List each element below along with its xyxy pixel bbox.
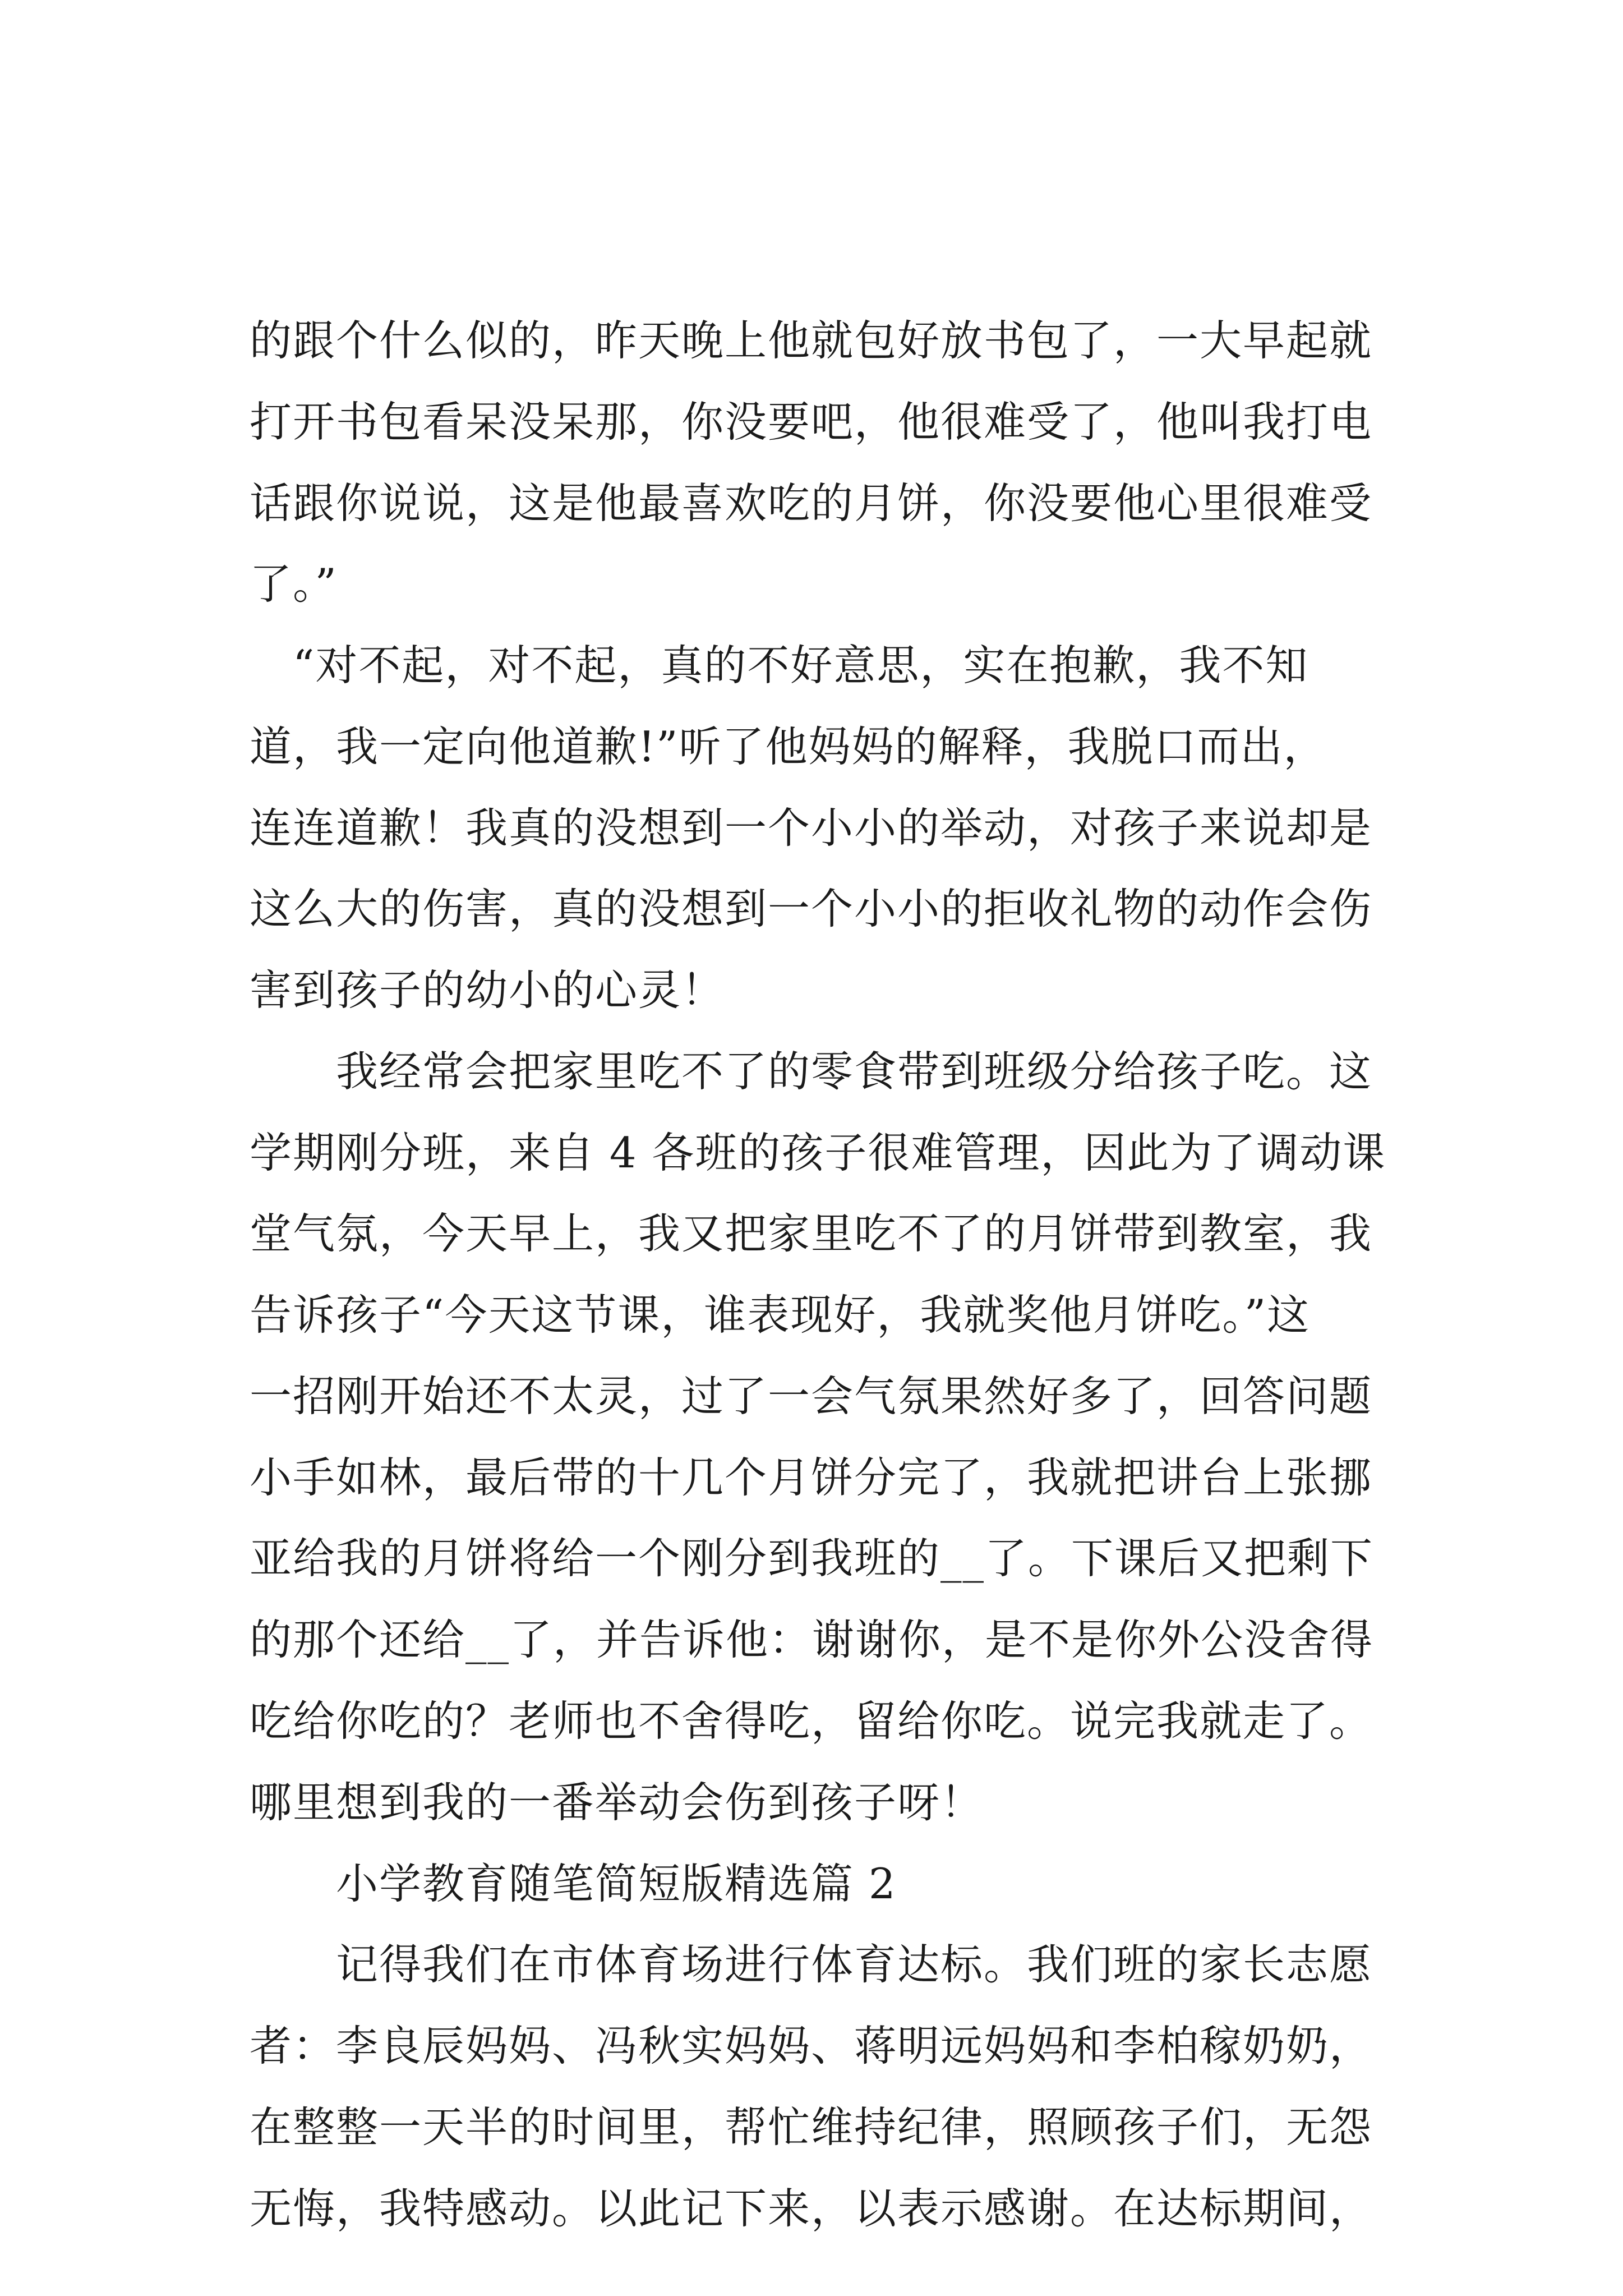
text-line: 哪里想到我的一番举动会伤到孩子呀！ [250, 1778, 984, 1827]
text-line: 亚给我的月饼将给一个刚分到我班的__了。下课后又把剩下 [250, 1534, 1374, 1583]
text-line: 我经常会把家里吃不了的零食带到班级分给孩子吃。这 [250, 1047, 1373, 1096]
text-line: 吃给你吃的？老师也不舍得吃，留给你吃。说完我就走了。 [250, 1696, 1373, 1746]
text-line: 堂气氛，今天早上，我又把家里吃不了的月饼带到教室，我 [250, 1209, 1373, 1258]
text-line: 小手如林，最后带的十几个月饼分完了，我就把讲台上张挪 [250, 1453, 1373, 1502]
text-line: 这么大的伤害，真的没想到一个小小的拒收礼物的动作会伤 [250, 884, 1373, 933]
text-line: 在整整一天半的时间里，帮忙维持纪律，照顾孩子们，无怨 [250, 2102, 1373, 2152]
text-line: 连连道歉！我真的没想到一个小小的举动，对孩子来说却是 [250, 803, 1373, 853]
text-line: 的跟个什么似的，昨天晚上他就包好放书包了，一大早起就 [250, 316, 1373, 365]
text-line: 学期刚分班，来自 4 各班的孩子很难管理，因此为了调动课 [250, 1128, 1386, 1177]
text-line: 打开书包看呆没呆那，你没要吧，他很难受了，他叫我打电 [250, 397, 1373, 447]
text-line: 者：李良辰妈妈、冯秋实妈妈、蒋明远妈妈和李柏稼奶奶， [250, 2021, 1373, 2070]
text-line: 道，我一定向他道歉!”听了他妈妈的解释，我脱口而出， [250, 722, 1327, 771]
text-line: 的那个还给__了，并告诉他：谢谢你，是不是你外公没舍得 [250, 1615, 1374, 1664]
text-line: 了。” [250, 559, 338, 609]
text-line: 告诉孩子“今天这节课，谁表现好，我就奖他月饼吃。”这 [250, 1290, 1311, 1340]
text-line: “对不起，对不起，真的不好意思，实在抱歉，我不知 [250, 641, 1309, 690]
text-line: 害到孩子的幼小的心灵！ [250, 965, 725, 1015]
text-line: 话跟你说说，这是他最喜欢吃的月饼，你没要他心里很难受 [250, 478, 1373, 528]
text-line: 无悔，我特感动。以此记下来，以表示感谢。在达标期间， [250, 2184, 1373, 2233]
text-line: 记得我们在市体育场进行体育达标。我们班的家长志愿 [250, 1940, 1373, 1989]
section-heading: 小学教育随笔简短版精选篇 2 [250, 1859, 897, 1908]
text-line: 一招刚开始还不太灵，过了一会气氛果然好多了，回答问题 [250, 1372, 1373, 1421]
